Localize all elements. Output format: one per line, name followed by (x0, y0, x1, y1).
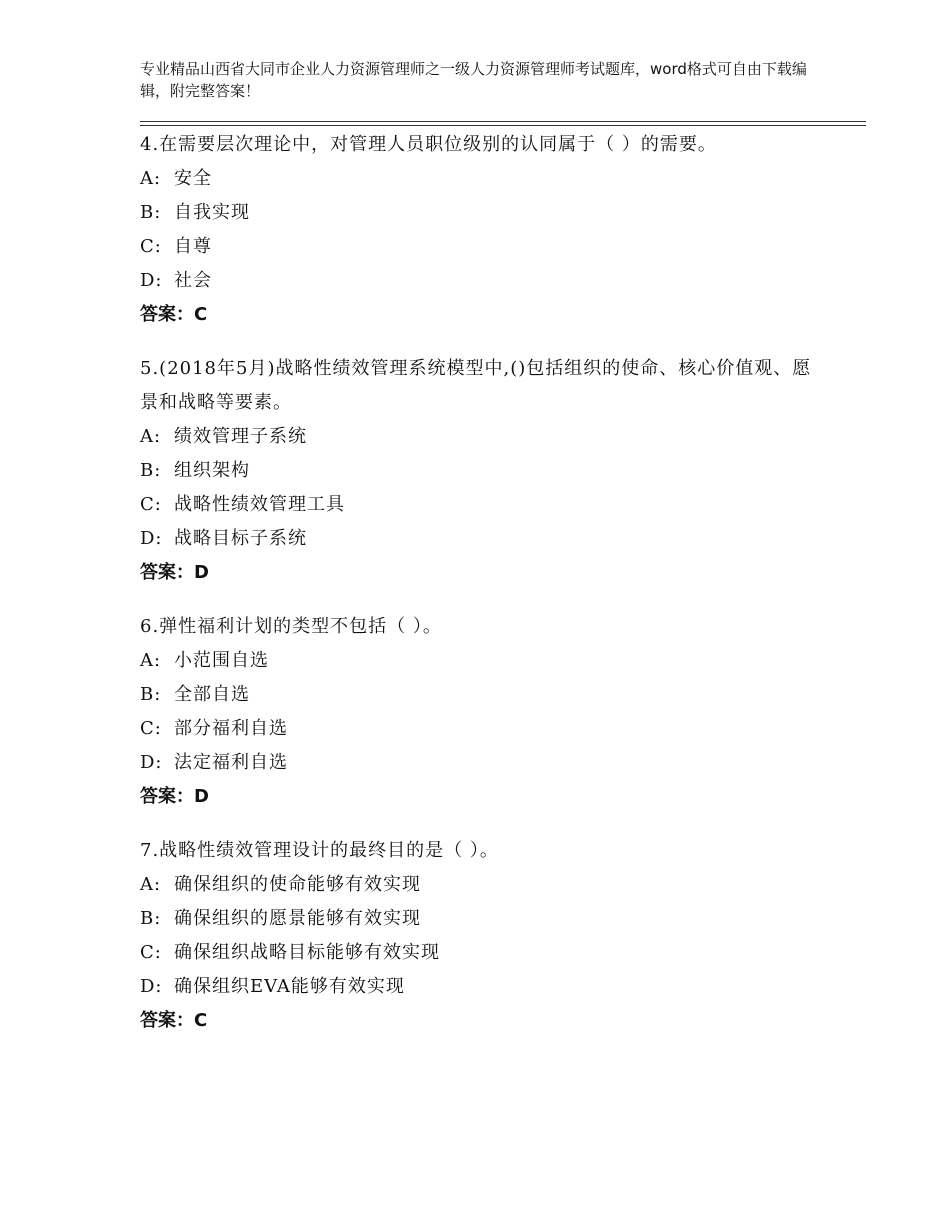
option-text: 安全 (174, 168, 212, 189)
option-d (140, 746, 830, 780)
option-a (140, 868, 830, 902)
question-stem: 6.弹性福利计划的类型不包括（ ）。 (140, 616, 442, 637)
answer-line: 答案：D (140, 786, 209, 807)
option-key: A: (140, 650, 162, 671)
option-text: 确保组织的使命能够有效实现 (174, 874, 421, 895)
option-key: D: (140, 270, 163, 291)
option-d (140, 970, 830, 1004)
option-key: C: (140, 942, 162, 963)
option-key: B: (140, 202, 162, 223)
option-d (140, 264, 830, 298)
option-a (140, 162, 830, 196)
question-stem: 5.(2018年5月)战略性绩效管理系统模型中,()包括组织的使命、核心价值观、愿景和战略等要素。 (140, 358, 812, 413)
header-divider (140, 121, 866, 126)
option-key: C: (140, 494, 162, 515)
option-text: 确保组织战略目标能够有效实现 (174, 942, 440, 963)
option-key: C: (140, 236, 162, 257)
option-key: A: (140, 168, 162, 189)
question-list (140, 128, 830, 1058)
question-7 (140, 834, 830, 1038)
option-key: C: (140, 718, 162, 739)
option-text: 法定福利自选 (174, 752, 288, 773)
option-c (140, 712, 830, 746)
option-text: 确保组织的愿景能够有效实现 (174, 908, 421, 929)
option-text: 组织架构 (174, 460, 250, 481)
answer-line: 答案：D (140, 562, 209, 583)
option-key: B: (140, 460, 162, 481)
question-stem: 7.战略性绩效管理设计的最终目的是（ ）。 (140, 840, 499, 861)
option-b (140, 196, 830, 230)
option-key: D: (140, 976, 163, 997)
question-stem: 4.在需要层次理论中，对管理人员职位级别的认同属于（ ）的需要。 (140, 134, 717, 155)
option-text: 社会 (174, 270, 212, 291)
option-text: 全部自选 (174, 684, 250, 705)
option-a (140, 420, 830, 454)
page-header: 专业精品山西省大同市企业人力资源管理师之一级人力资源管理师考试题库，word格式可自由下载编辑，附完整答案！ (140, 60, 807, 100)
option-text: 自我实现 (174, 202, 250, 223)
option-text: 战略性绩效管理工具 (174, 494, 345, 515)
option-key: D: (140, 528, 163, 549)
option-text: 小范围自选 (174, 650, 269, 671)
option-text: 战略目标子系统 (174, 528, 307, 549)
option-text: 确保组织EVA能够有效实现 (174, 976, 405, 997)
answer-line: 答案：C (140, 1010, 208, 1031)
option-b (140, 678, 830, 712)
option-key: A: (140, 874, 162, 895)
option-a (140, 644, 830, 678)
option-key: A: (140, 426, 162, 447)
option-d (140, 522, 830, 556)
option-c (140, 230, 830, 264)
question-6 (140, 610, 830, 814)
option-key: B: (140, 684, 162, 705)
option-key: D: (140, 752, 163, 773)
option-text: 绩效管理子系统 (174, 426, 307, 447)
question-5 (140, 352, 830, 590)
option-key: B: (140, 908, 162, 929)
option-b (140, 902, 830, 936)
question-4 (140, 128, 830, 332)
option-b (140, 454, 830, 488)
answer-line: 答案：C (140, 304, 208, 325)
option-text: 部分福利自选 (174, 718, 288, 739)
option-c (140, 936, 830, 970)
option-text: 自尊 (174, 236, 212, 257)
option-c (140, 488, 830, 522)
